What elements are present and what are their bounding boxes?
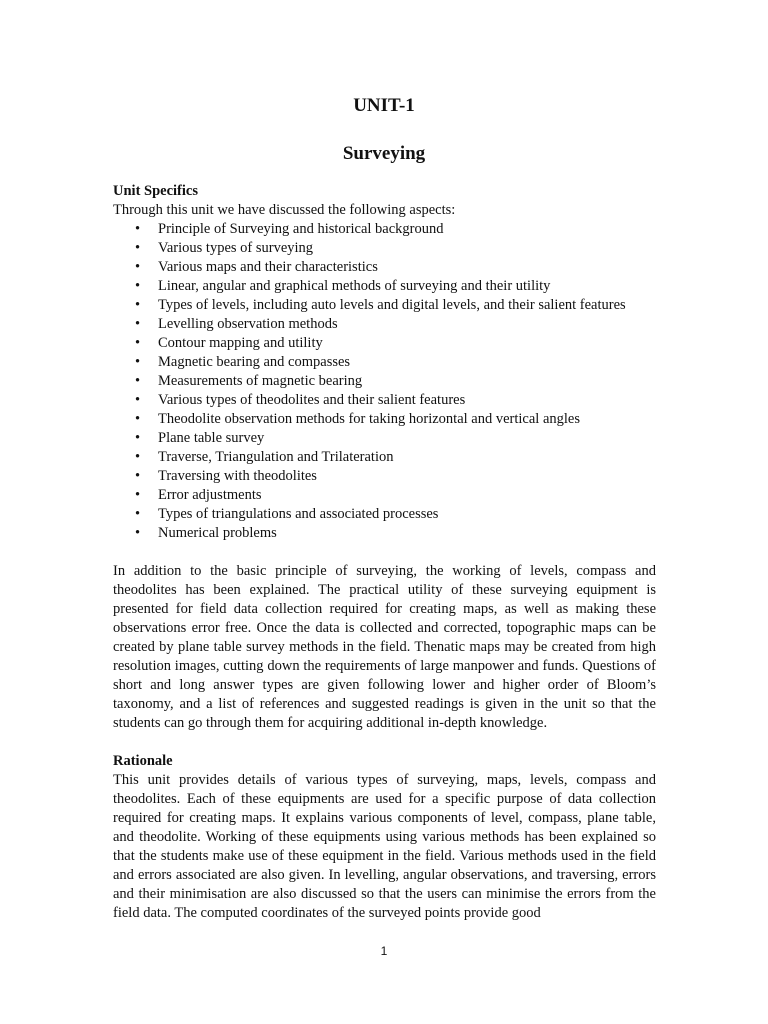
spacer	[113, 733, 656, 752]
list-item-text: Linear, angular and graphical methods of surveying and their utility	[158, 278, 551, 294]
bullet-icon: •	[135, 259, 141, 275]
list-item	[113, 239, 656, 258]
list-item	[113, 296, 656, 315]
bullet-icon: •	[135, 240, 141, 256]
list-item	[113, 505, 656, 524]
list-item-text: Traverse, Triangulation and Trilateration	[158, 449, 394, 465]
list-item-text: Various types of surveying	[158, 240, 314, 256]
list-item	[113, 220, 656, 239]
bullet-icon: •	[135, 297, 141, 313]
bullet-icon: •	[135, 354, 141, 370]
list-item	[113, 372, 656, 391]
bullet-icon: •	[135, 506, 141, 522]
list-item-text: Contour mapping and utility	[158, 335, 323, 351]
list-item	[113, 467, 656, 486]
bullet-icon: •	[135, 430, 141, 446]
list-item-text: Plane table survey	[158, 430, 265, 446]
bullet-icon: •	[135, 221, 141, 237]
bullet-icon: •	[135, 487, 141, 503]
bullet-icon: •	[135, 392, 141, 408]
bullet-icon: •	[135, 335, 141, 351]
unit-specifics-heading: Unit Specifics	[113, 183, 198, 199]
list-item	[113, 258, 656, 277]
rationale-paragraph: This unit provides details of various types of surveying, maps, levels, compass and theodolites. Each of these equipments are used for a specific purpose of data collection required for creating maps. It explains various components of level, compass, plane table, and theodolite. Working of these equipments using various methods has been explained so that the students make use of these equipment in the field. Various methods used in the field and errors associated are also given. In levelling, angular observations, and traversing, errors and their minimisation are also discussed so that the users can minimise the errors from the field data. The computed coordinates of the surveyed points provide good	[113, 772, 656, 921]
page-body	[113, 182, 656, 923]
list-item-text: Various maps and their characteristics	[158, 259, 378, 275]
unit-label: UNIT-1	[353, 95, 415, 116]
list-item-text: Types of levels, including auto levels and digital levels, and their salient features	[158, 297, 626, 313]
list-item-text: Levelling observation methods	[158, 316, 338, 332]
list-item-text: Principle of Surveying and historical background	[158, 221, 444, 237]
page-number: 1	[380, 944, 388, 958]
list-item	[113, 353, 656, 372]
rationale-heading: Rationale	[113, 753, 173, 769]
list-item-text: Numerical problems	[158, 525, 277, 541]
list-item	[113, 448, 656, 467]
list-item-text: Measurements of magnetic bearing	[158, 373, 363, 389]
list-item	[113, 524, 656, 543]
list-item	[113, 429, 656, 448]
spacer	[113, 543, 656, 562]
bullet-icon: •	[135, 411, 141, 427]
bullet-icon: •	[135, 316, 141, 332]
list-item	[113, 410, 656, 429]
bullet-icon: •	[135, 449, 141, 465]
list-item-text: Magnetic bearing and compasses	[158, 354, 351, 370]
list-item-text: Types of triangulations and associated processes	[158, 506, 439, 522]
bullet-icon: •	[135, 468, 141, 484]
unit-specifics-paragraph: In addition to the basic principle of surveying, the working of levels, compass and theodolites has been explained. The practical utility of these surveying equipment is presented for field data collection required for creating maps, as well as making these observations error free. Once the data is collected and corrected, topographic maps can be created by plane table survey methods in the field. Thenatic maps may be created from high resolution images, cutting down the requirements of large manpower and funds. Questions of short and long answer types are given following lower and higher order of Bloom’s taxonomy, and a list of references and suggested readings is given in the unit so that the students can go through them for acquiring additional in-depth knowledge.	[113, 563, 656, 731]
list-item-text: Error adjustments	[158, 487, 262, 503]
list-item-text: Traversing with theodolites	[158, 468, 317, 484]
bullet-icon: •	[135, 373, 141, 389]
bullet-icon: •	[135, 525, 141, 541]
bullet-icon: •	[135, 278, 141, 294]
unit-specifics-intro: Through this unit we have discussed the following aspects:	[113, 202, 456, 218]
list-item	[113, 277, 656, 296]
aspects-list	[113, 220, 656, 543]
list-item	[113, 334, 656, 353]
list-item	[113, 315, 656, 334]
list-item	[113, 391, 656, 410]
list-item	[113, 486, 656, 505]
list-item-text: Theodolite observation methods for taking horizontal and vertical angles	[158, 411, 580, 427]
list-item-text: Various types of theodolites and their salient features	[158, 392, 466, 408]
unit-title: Surveying	[342, 143, 426, 164]
